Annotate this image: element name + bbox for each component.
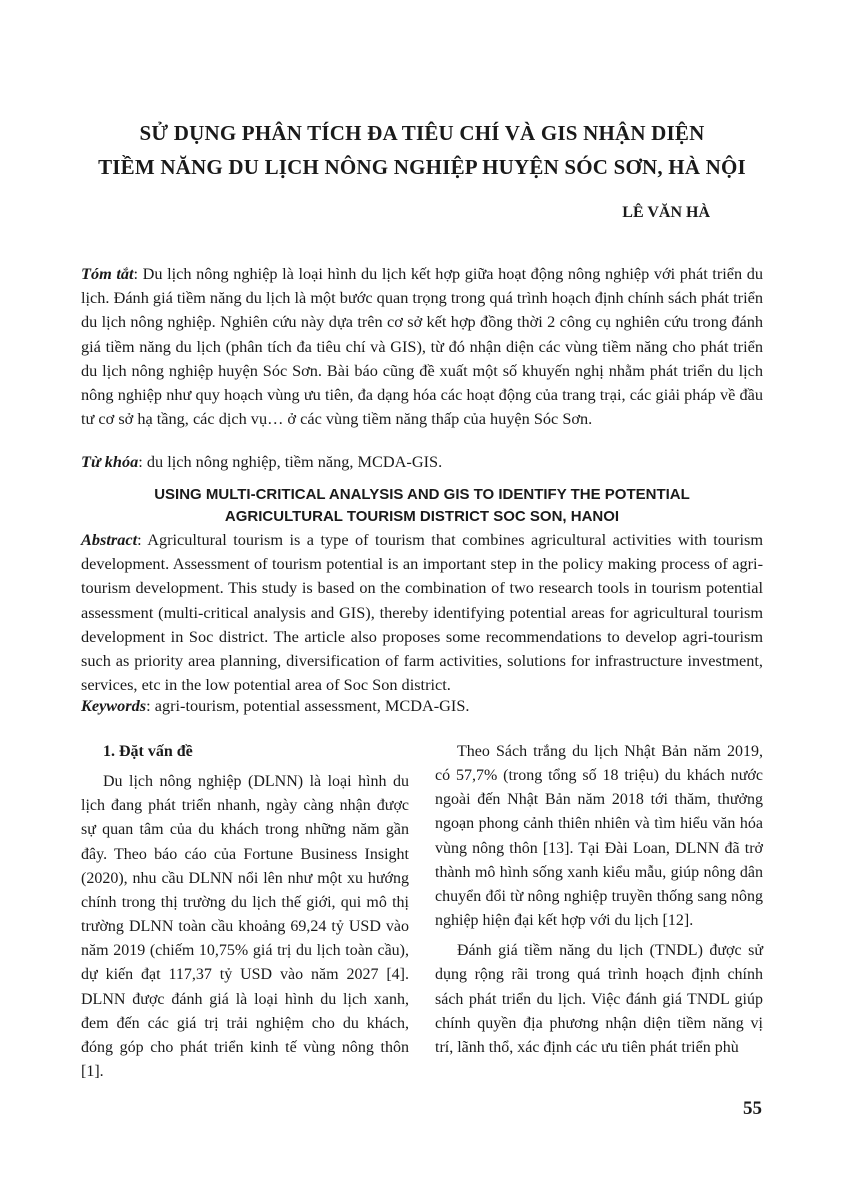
- english-title: [60, 484, 784, 528]
- page-number: 55: [743, 1098, 762, 1119]
- english-title-line: AGRICULTURAL TOURISM DISTRICT SOC SON, HANOI: [224, 508, 620, 525]
- abstract-label: Tóm tắt: [81, 264, 134, 283]
- keywords-en-text: : agri-tourism, potential assessment, MCDA-GIS.: [146, 696, 470, 715]
- abstract-en-label: Abstract: [81, 530, 138, 549]
- keywords-en-label: Keywords: [81, 696, 147, 715]
- abstract-vietnamese: [81, 262, 763, 431]
- title-line: SỬ DỤNG PHÂN TÍCH ĐA TIÊU CHÍ VÀ GIS NHẬN DIỆN: [139, 121, 705, 145]
- keywords-vietnamese: [81, 450, 763, 474]
- keywords-text: : du lịch nông nghiệp, tiềm năng, MCDA-GIS.: [138, 452, 443, 471]
- body-column-right: [435, 740, 763, 1066]
- keywords-english: [81, 694, 763, 718]
- body-paragraph: Đánh giá tiềm năng du lịch (TNDL) được sử dụng rộng rãi trong quá trình hoạch định chính sách phát triển du lịch. Việc đánh giá TNDL giúp chính quyền địa phương nhận diện tiềm năng vị trí, lãnh thổ, xác định các ưu tiên phát triển phù: [435, 942, 763, 1056]
- abstract-english: [81, 528, 763, 697]
- english-title-line: USING MULTI-CRITICAL ANALYSIS AND GIS TO IDENTIFY THE POTENTIAL: [154, 486, 690, 503]
- abstract-en-text: : Agricultural tourism is a type of tourism that combines agricultural activities with tourism development. Assessment of tourism potential is an important step in the policy making process of agri-tourism development. This study is based on the combination of two research tools in tourism potential assessment (multi-critical analysis and GIS), thereby identifying potential areas for agricultural tourism development in Soc district. The article also proposes some recommendations to develop agri-tourism such as priority area planning, diversification of farm activities, solutions for infrastructure investment, services, etc in the low potential area of Soc Son district.: [81, 530, 763, 695]
- keywords-label: Từ khóa: [81, 452, 139, 471]
- abstract-text: : Du lịch nông nghiệp là loại hình du lịch kết hợp giữa hoạt động nông nghiệp với phát triển du lịch. Đánh giá tiềm năng du lịch là một bước quan trọng trong quá trình hoạch định chính sách phát triển du lịch nông nghiệp. Nghiên cứu này dựa trên cơ sở kết hợp đồng thời 2 công cụ nghiên cứu trong đánh giá tiềm năng du lịch (phân tích đa tiêu chí và GIS), từ đó nhận diện các vùng tiềm năng cho phát triển du lịch nông nghiệp huyện Sóc Sơn. Bài báo cũng đề xuất một số khuyến nghị nhằm phát triển du lịch nông nghiệp như quy hoạch vùng ưu tiên, đa dạng hóa các hoạt động của trang trại, các giải pháp về đầu tư cơ sở hạ tầng, các dịch vụ… ở các vùng tiềm năng thấp của huyện Sóc Sơn.: [81, 264, 764, 429]
- paper-title: [60, 116, 784, 184]
- title-line: TIỀM NĂNG DU LỊCH NÔNG NGHIỆP HUYỆN SÓC SƠN, HÀ NỘI: [98, 155, 746, 179]
- section-heading: 1. Đặt vấn đề: [103, 743, 193, 760]
- body-column-left: [81, 740, 409, 1090]
- body-paragraph: Theo Sách trắng du lịch Nhật Bản năm 2019, có 57,7% (trong tổng số 18 triệu) du khách nước ngoài đến Nhật Bản năm 2018 tới thăm, thưởng ngoạn phong cảnh thiên nhiên và tìm hiểu văn hóa vùng nông thôn [13]. Tại Đài Loan, DLNN đã trở thành mô hình sống xanh kiểu mẫu, giúp nông dân chuyển đổi từ nông nghiệp truyền thống sang nông nghiệp hiện đại kết hợp với du lịch [12].: [435, 743, 763, 930]
- author-name: LÊ VĂN HÀ: [622, 204, 710, 221]
- body-paragraph: Du lịch nông nghiệp (DLNN) là loại hình du lịch đang phát triển nhanh, ngày càng nhận được sự quan tâm của du khách trong những năm gần đây. Theo báo cáo của Fortune Business Insight (2020), nhu cầu DLNN nổi lên như một xu hướng chính trong thị trường du lịch thế giới, qui mô thị trường DLNN toàn cầu khoảng 69,24 tỷ USD vào năm 2019 (chiếm 10,75% giá trị du lịch toàn cầu), dự kiến đạt 117,37 tỷ USD vào năm 2027 [4]. DLNN được đánh giá là loại hình du lịch xanh, đem đến các giá trị trải nghiệm cho du khách, đóng góp cho phát triển kinh tế vùng nông thôn [1].: [81, 773, 409, 1081]
